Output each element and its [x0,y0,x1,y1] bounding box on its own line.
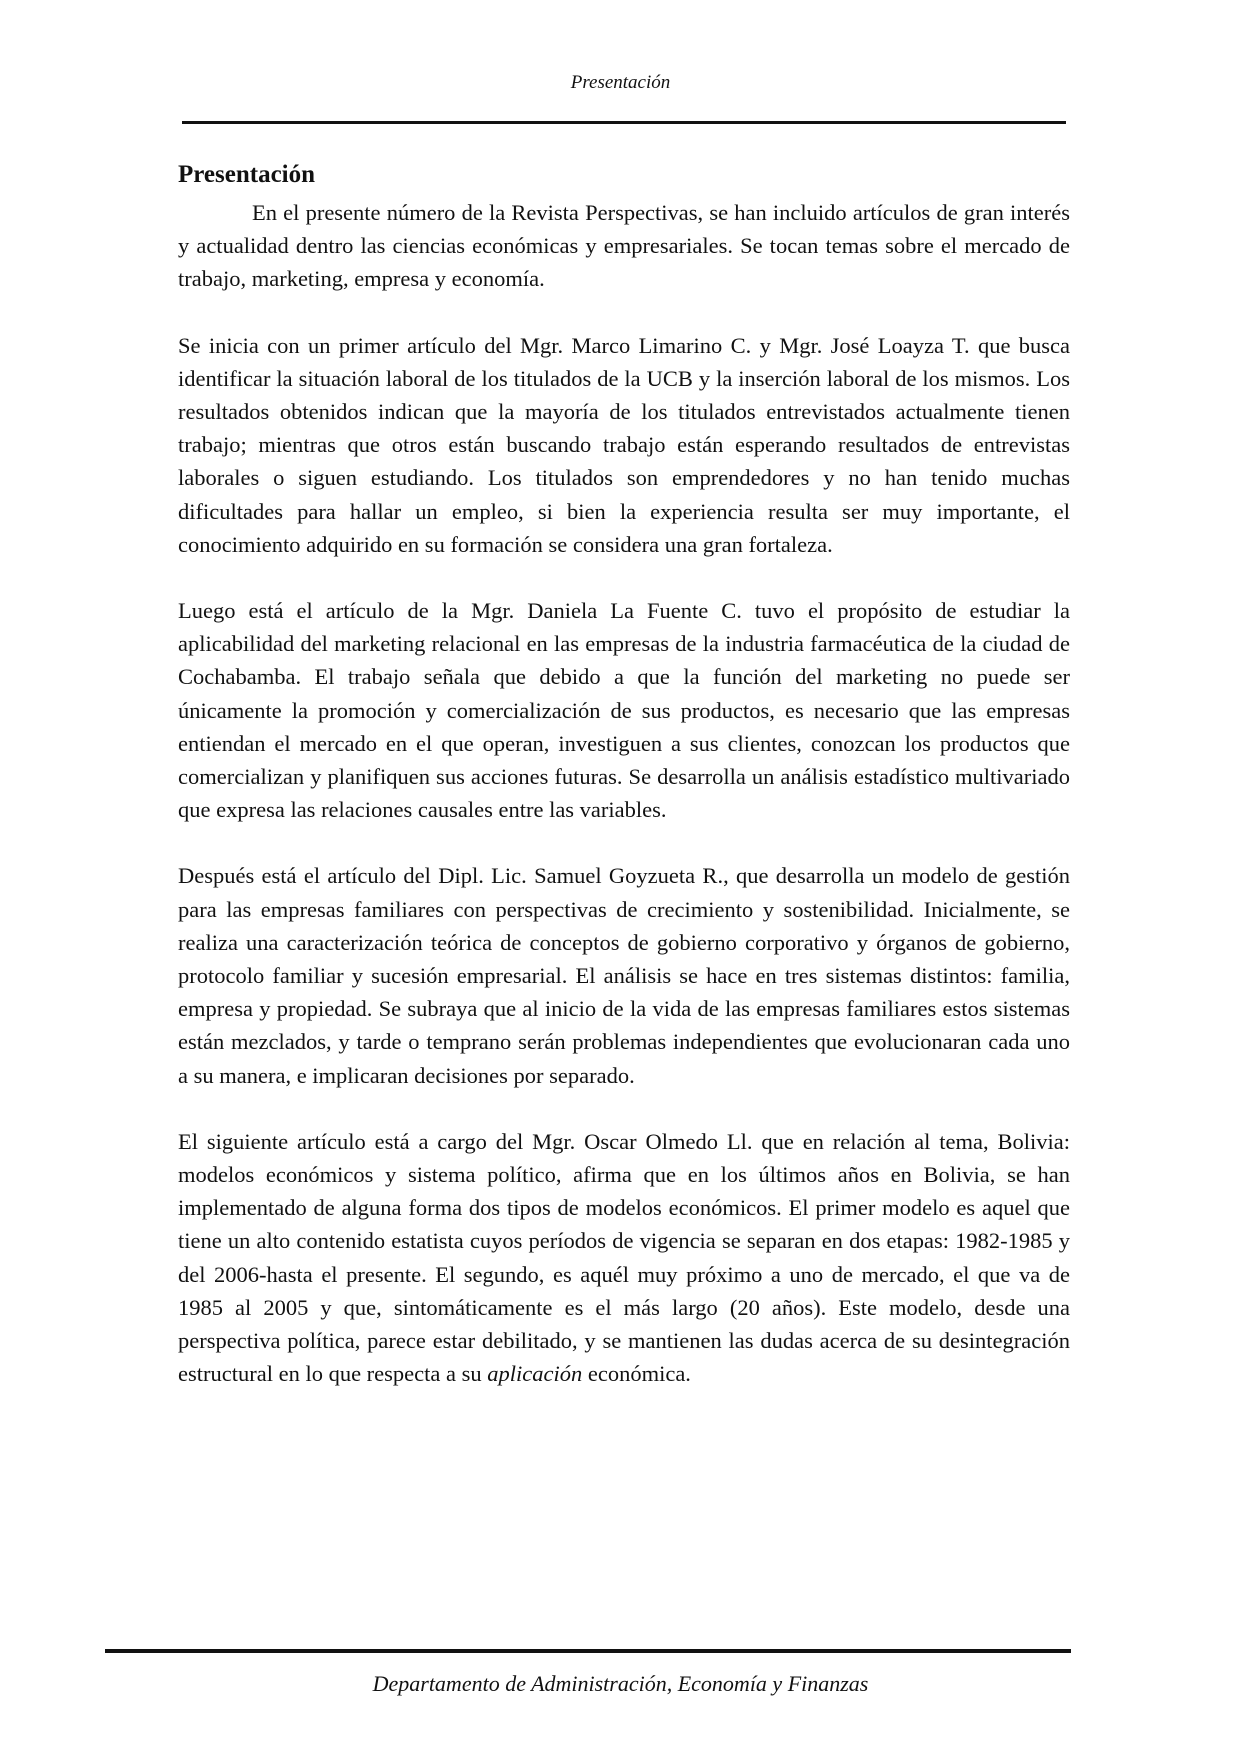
paragraph-olmedo-end: económica. [582,1361,691,1387]
running-footer: Departamento de Administración, Economía y Finanzas [372,1671,869,1696]
paragraph-olmedo-italic: aplicación [487,1361,583,1387]
header-divider [182,121,1066,124]
footer-divider [105,1649,1071,1653]
paragraph-olmedo [178,1125,1070,1391]
page-title: Presentación [178,161,316,188]
paragraph-intro: En el presente número de la Revista Perspectivas, se han incluido artículos de gran interés y actualidad dentro las ciencias económicas y empresariales. Se tocan temas sobre el mercado de trabajo, marketing, empresa y economía. [178,200,1070,292]
running-header: Presentación [570,72,671,93]
page-content [178,160,1070,1391]
paragraph-la-fuente: Luego está el artículo de la Mgr. Daniela La Fuente C. tuvo el propósito de estudiar la aplicabilidad del marketing relacional en las empresas de la industria farmacéutica de la ciudad de Cochabamba. El trabajo señala que debido a que la función del marketing no puede ser únicamente la promoción y comercialización de sus productos, es necesario que las empresas entiendan el mercado en el que operan, investiguen a sus clientes, conozcan los productos que comercializan y planifiquen sus acciones futuras. Se desarrolla un análisis estadístico multivariado que expresa las relaciones causales entre las variables. [178,598,1070,823]
paragraph-olmedo-text: El siguiente artículo está a cargo del Mgr. Oscar Olmedo Ll. que en relación al tema, Bolivia: modelos económicos y sistema político, afirma que en los últimos años en Bolivia, se han implementado de alguna forma dos tipos de modelos económicos. El primer modelo es aquel que tiene un alto contenido estatista cuyos períodos de vigencia se separan en dos etapas: 1982-1985 y del 2006-hasta el presente. El segundo, es aquél muy próximo a uno de mercado, el que va de 1985 al 2005 y que, sintomáticamente es el más largo (20 años). Este modelo, desde una perspectiva política, parece estar debilitado, y se mantienen las dudas acerca de su desintegración estructural en lo que respecta a su [178,1128,1070,1387]
paragraph-goyzueta: Después está el artículo del Dipl. Lic. Samuel Goyzueta R., que desarrolla un modelo de gestión para las empresas familiares con perspectivas de crecimiento y sostenibilidad. Inicialmente, se realiza una caracterización teórica de conceptos de gobierno corporativo y órganos de gobierno, protocolo familiar y sucesión empresarial. El análisis se hace en tres sistemas distintos: familia, empresa y propiedad. Se subraya que al inicio de la vida de las empresas familiares estos sistemas están mezclados, y tarde o temprano serán problemas independientes que evolucionaran cada uno a su manera, e implicaran decisiones por separado. [178,863,1070,1088]
paragraph-limarino-loayza: Se inicia con un primer artículo del Mgr. Marco Limarino C. y Mgr. José Loayza T. que busca identificar la situación laboral de los titulados de la UCB y la inserción laboral de los mismos. Los resultados obtenidos indican que la mayoría de los titulados entrevistados actualmente tienen trabajo; mientras que otros están buscando trabajo están esperando resultados de entrevistas laborales o siguen estudiando. Los titulados son emprendedores y no han tenido muchas dificultades para hallar un empleo, si bien la experiencia resulta ser muy importante, el conocimiento adquirido en su formación se considera una gran fortaleza. [178,332,1070,557]
